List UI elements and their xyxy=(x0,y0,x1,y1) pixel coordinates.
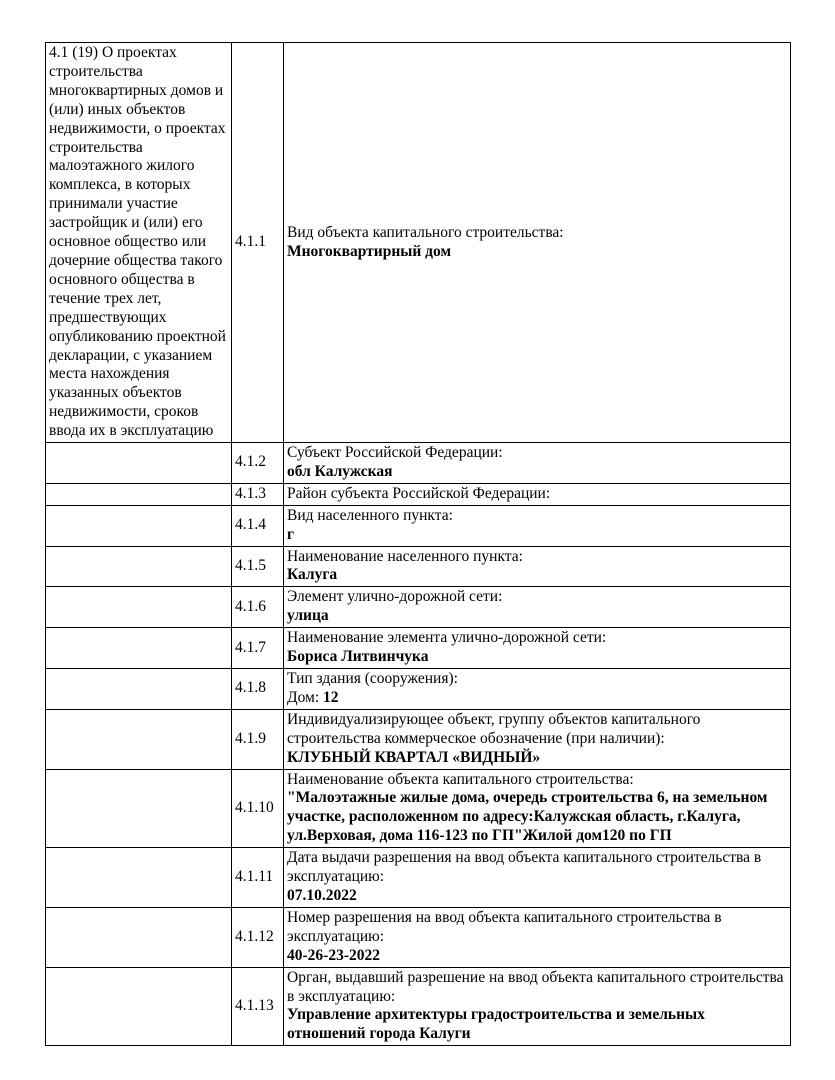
field-value-line xyxy=(287,689,787,708)
field-value: Управление архитектуры градостроительства и земельных отношений города Калуги xyxy=(287,1006,705,1043)
row-value-cell xyxy=(284,669,791,710)
field-value-line xyxy=(287,648,787,667)
row-code: 4.1.9 xyxy=(232,709,284,769)
row-code: 4.1.12 xyxy=(232,907,284,967)
empty-description-cell xyxy=(46,907,232,967)
row-code: 4.1.11 xyxy=(232,848,284,908)
row-code: 4.1.1 xyxy=(232,43,284,443)
table-row xyxy=(46,587,791,628)
row-code: 4.1.8 xyxy=(232,669,284,710)
table-row xyxy=(46,443,791,484)
empty-description-cell xyxy=(46,967,232,1046)
field-value: "Малоэтажные жилые дома, очередь строительства 6, на земельном участке, расположенном по адресу:Калужская область, г.Калуга, ул.Верховая, дома 116-123 по ГП"Жилой дом120 по ГП xyxy=(287,789,768,845)
empty-description-cell xyxy=(46,443,232,484)
row-value-cell xyxy=(284,709,791,769)
field-value: 12 xyxy=(323,688,339,706)
empty-description-cell xyxy=(46,505,232,546)
row-code: 4.1.7 xyxy=(232,628,284,669)
table-row xyxy=(46,43,791,443)
empty-description-cell xyxy=(46,546,232,587)
field-label: Наименование населенного пункта: xyxy=(287,547,523,565)
table-row xyxy=(46,669,791,710)
row-code: 4.1.10 xyxy=(232,769,284,848)
table-row xyxy=(46,769,791,848)
row-value-cell xyxy=(284,848,791,908)
field-label: Район субъекта Российской Федерации: xyxy=(287,484,551,502)
field-value: г xyxy=(287,525,295,543)
row-value-cell xyxy=(284,483,791,505)
row-value-cell xyxy=(284,587,791,628)
empty-description-cell xyxy=(46,483,232,505)
field-value-line xyxy=(287,566,787,585)
field-value: 40-26-23-2022 xyxy=(287,946,380,964)
table-row xyxy=(46,848,791,908)
field-value-line xyxy=(287,947,787,966)
field-value-line xyxy=(287,607,787,626)
table-row xyxy=(46,709,791,769)
table-row xyxy=(46,967,791,1046)
field-value: обл Калужская xyxy=(287,462,393,480)
field-label: Вид населенного пункта: xyxy=(287,506,453,524)
field-value: Многоквартирный дом xyxy=(287,242,452,260)
field-value-line xyxy=(287,887,787,906)
field-value-line xyxy=(287,1006,787,1044)
row-value-cell xyxy=(284,546,791,587)
field-label: Наименование элемента улично-дорожной сети: xyxy=(287,629,607,647)
row-code: 4.1.6 xyxy=(232,587,284,628)
field-label: Субъект Российской Федерации: xyxy=(287,444,503,462)
row-value-cell xyxy=(284,967,791,1046)
field-label: Элемент улично-дорожной сети: xyxy=(287,588,503,606)
field-value: Бориса Литвинчука xyxy=(287,648,429,666)
field-label: Вид объекта капитального строительства: xyxy=(287,223,564,241)
field-value-line xyxy=(287,789,787,846)
row-value-cell xyxy=(284,43,791,443)
field-label: Номер разрешения на ввод объекта капитального строительства в эксплуатацию: xyxy=(287,908,722,945)
empty-description-cell xyxy=(46,628,232,669)
field-label: Тип здания (сооружения): xyxy=(287,670,458,687)
field-label: Дата выдачи разрешения на ввод объекта капитального строительства в эксплуатацию: xyxy=(287,849,762,886)
field-value-line xyxy=(287,749,787,768)
row-code: 4.1.3 xyxy=(232,483,284,505)
field-value-prefix: Дом: xyxy=(287,688,324,706)
row-code: 4.1.2 xyxy=(232,443,284,484)
row-value-cell xyxy=(284,628,791,669)
row-value-cell xyxy=(284,443,791,484)
empty-description-cell xyxy=(46,769,232,848)
project-declaration-table xyxy=(45,42,791,1046)
field-label: Наименование объекта капитального строительства: xyxy=(287,770,634,788)
row-code: 4.1.13 xyxy=(232,967,284,1046)
table-row xyxy=(46,483,791,505)
table-body xyxy=(46,43,791,1046)
field-value: КЛУБНЫЙ КВАРТАЛ «ВИДНЫЙ» xyxy=(287,748,541,766)
row-code: 4.1.5 xyxy=(232,546,284,587)
field-value-line xyxy=(287,463,787,482)
table-row xyxy=(46,505,791,546)
row-code: 4.1.4 xyxy=(232,505,284,546)
row-value-cell xyxy=(284,907,791,967)
empty-description-cell xyxy=(46,709,232,769)
table-row xyxy=(46,907,791,967)
table-row xyxy=(46,628,791,669)
empty-description-cell xyxy=(46,587,232,628)
table-row xyxy=(46,546,791,587)
field-value: 07.10.2022 xyxy=(287,886,357,904)
field-value-line xyxy=(287,526,787,545)
empty-description-cell xyxy=(46,669,232,710)
section-description-cell: 4.1 (19) О проектах строительства многоквартирных домов и (или) иных объектов недвижимости, о проектах строительства малоэтажного жилого комплекса, в которых принимали участие застройщик и (или) его основное общество или дочерние общества такого основного общества в течение трех лет, предшествующих опубликованию проектной декларации, с указанием места нахождения указанных объектов недвижимости, сроков ввода их в эксплуатацию xyxy=(46,43,232,443)
field-value: Калуга xyxy=(287,566,338,584)
field-label: Орган, выдавший разрешение на ввод объекта капитального строительства в эксплуатацию: xyxy=(287,968,784,1005)
field-value: улица xyxy=(287,607,329,625)
field-value-line xyxy=(287,243,787,262)
row-value-cell xyxy=(284,769,791,848)
row-value-cell xyxy=(284,505,791,546)
empty-description-cell xyxy=(46,848,232,908)
field-label: Индивидуализирующее объект, группу объектов капитального строительства коммерческое обозначение (при наличии): xyxy=(287,710,701,747)
